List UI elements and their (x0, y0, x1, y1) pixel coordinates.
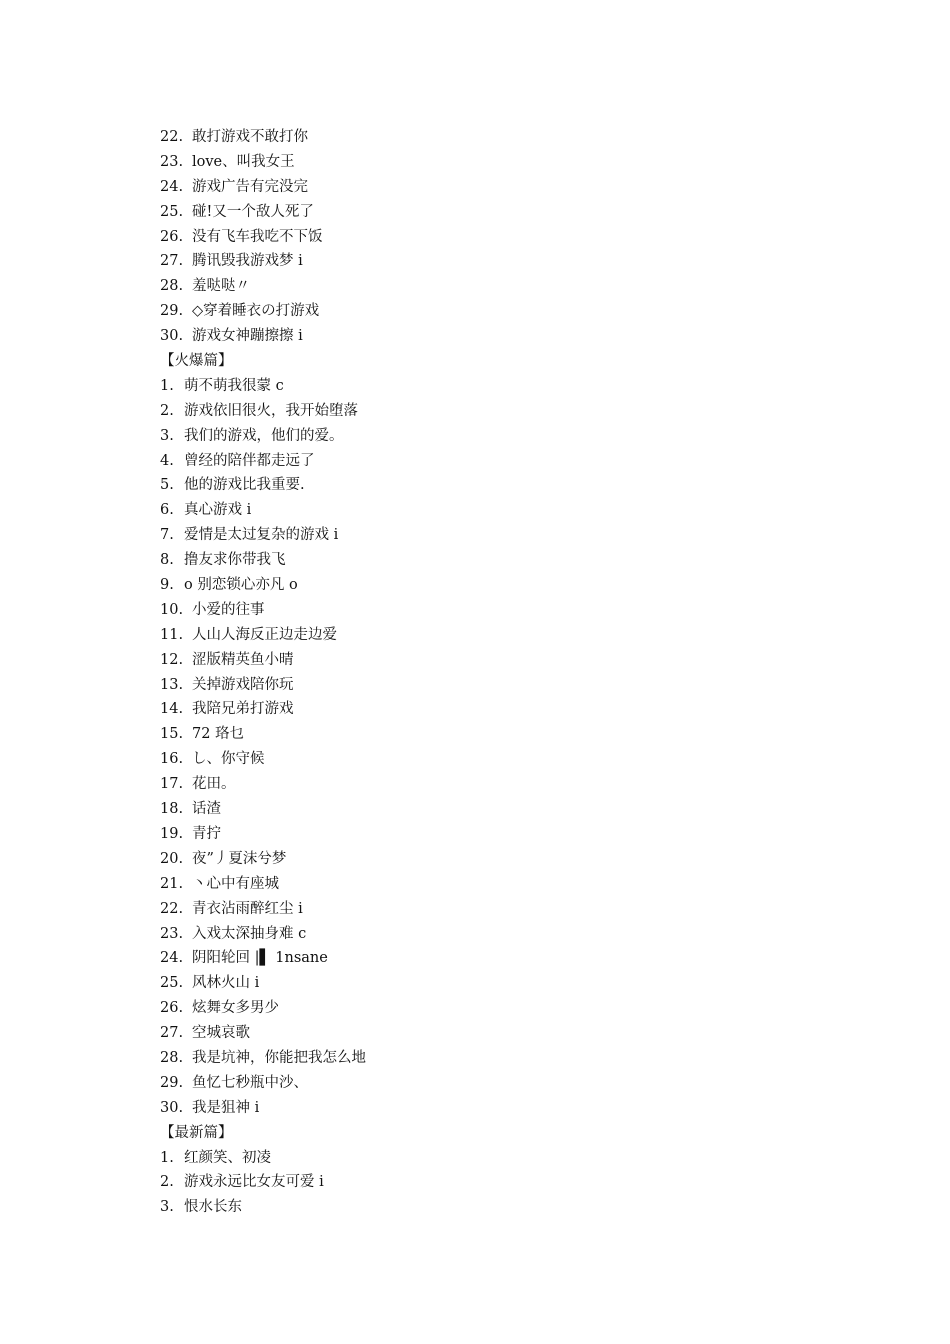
list-item-number: 17. (160, 776, 184, 793)
list-item-text: 入戏太深抽身难 c (192, 925, 307, 942)
list-item (160, 946, 860, 971)
list-item-number: 4. (160, 452, 174, 469)
list-item (160, 872, 860, 897)
list-item (160, 1021, 860, 1046)
list-item-number: 24. (160, 178, 184, 195)
list-item (160, 200, 860, 225)
list-item-text: 话渣 (192, 801, 221, 818)
list-item (160, 473, 860, 498)
list-item-number: 24. (160, 950, 184, 967)
list-item-text: 游戏女神蹦擦擦 i (192, 328, 303, 345)
list-item-number: 27. (160, 253, 184, 270)
list-item-text: 青衣沾雨醉红尘 i (192, 900, 303, 917)
list-item-text: 青拧 (192, 825, 221, 842)
list-item (160, 399, 860, 424)
list-item (160, 847, 860, 872)
list-continued (160, 125, 860, 349)
list-item (160, 1146, 860, 1171)
list-item (160, 897, 860, 922)
list-item (160, 598, 860, 623)
list-item-number: 22. (160, 129, 184, 145)
list-new (160, 1146, 860, 1221)
list-item-text: 丶心中有座城 (192, 875, 279, 892)
list-item (160, 1071, 860, 1096)
list-item (160, 449, 860, 474)
list-item-text: 没有飞车我吃不下饭 (192, 228, 323, 245)
list-item-number: 23. (160, 153, 184, 170)
list-item-text: 真心游戏 i (184, 502, 252, 519)
list-item-number: 21. (160, 875, 184, 892)
list-item-number: 25. (160, 975, 184, 992)
list-item-text: 游戏永远比女友可爱 i (184, 1174, 324, 1191)
list-item-text: 空城哀歌 (192, 1025, 250, 1042)
list-item-text: 恨水长东 (184, 1199, 242, 1216)
list-item-text: 游戏依旧很火，我开始堕落 (184, 402, 358, 419)
list-item-number: 18. (160, 801, 184, 818)
list-item (160, 274, 860, 299)
list-item (160, 1096, 860, 1121)
list-item (160, 822, 860, 847)
list-item-number: 6. (160, 502, 174, 519)
list-item (160, 548, 860, 573)
list-item-number: 19. (160, 825, 184, 842)
list-item-number: 23. (160, 925, 184, 942)
list-item-number: 3. (160, 427, 174, 444)
list-item-text: 他的游戏比我重要. (184, 477, 305, 494)
list-item-number: 30. (160, 1099, 184, 1116)
list-hot (160, 374, 860, 1121)
list-item-number: 13. (160, 676, 184, 693)
list-item-text: 撸友求你带我飞 (184, 552, 286, 569)
list-item-text: 72 珞乜 (192, 726, 245, 743)
list-item-number: 12. (160, 651, 184, 668)
list-item (160, 697, 860, 722)
list-item (160, 1170, 860, 1195)
section-heading-hot: 【火爆篇】 (160, 353, 233, 370)
list-item (160, 971, 860, 996)
list-item (160, 523, 860, 548)
list-item-text: 阴阳轮回 |▌ 1nsane (192, 950, 328, 967)
list-item-number: 5. (160, 477, 174, 494)
list-item (160, 424, 860, 449)
list-item-number: 26. (160, 228, 184, 245)
list-item-text: 游戏广告有完没完 (192, 178, 308, 195)
list-item-text: 小爱的往事 (192, 601, 265, 618)
list-item-number: 11. (160, 626, 184, 643)
list-item-number: 3. (160, 1199, 174, 1216)
list-item (160, 772, 860, 797)
list-item (160, 573, 860, 598)
list-item-number: 14. (160, 701, 184, 718)
list-item-number: 15. (160, 726, 184, 743)
list-item-text: 涩版精英鱼小晴 (192, 651, 294, 668)
list-item (160, 797, 860, 822)
list-item (160, 374, 860, 399)
list-item-number: 22. (160, 900, 184, 917)
list-item-number: 30. (160, 328, 184, 345)
list-item (160, 249, 860, 274)
list-item-number: 27. (160, 1025, 184, 1042)
list-item-text: 萌不萌我很蒙 c (184, 377, 284, 394)
list-item-text: ◇穿着睡衣の打游戏 (192, 303, 320, 320)
list-item (160, 722, 860, 747)
list-item-text: 敢打游戏不敢打你 (192, 129, 308, 145)
list-item (160, 673, 860, 698)
list-item-number: 8. (160, 552, 174, 569)
list-item (160, 1046, 860, 1071)
list-item-number: 29. (160, 1074, 184, 1091)
list-item-number: 28. (160, 278, 184, 295)
section-heading-new: 【最新篇】 (160, 1124, 233, 1141)
list-item-number: 28. (160, 1049, 184, 1066)
list-item-text: 羞哒哒〃 (192, 278, 250, 295)
list-item-text: 鱼忆七秒瓶中沙、 (192, 1074, 308, 1091)
list-item (160, 125, 860, 150)
list-item-number: 29. (160, 303, 184, 320)
list-item (160, 150, 860, 175)
list-item-number: 20. (160, 850, 184, 867)
list-item (160, 175, 860, 200)
list-item-text: 我们的游戏，他们的爱。 (184, 427, 344, 444)
list-item-number: 10. (160, 601, 184, 618)
list-item-text: love、叫我女王 (192, 153, 295, 170)
list-item-number: 2. (160, 402, 174, 419)
list-item-text: 我是坑神，你能把我怎么地 (192, 1049, 366, 1066)
list-item-text: 关掉游戏陪你玩 (192, 676, 294, 693)
list-item (160, 225, 860, 250)
list-item (160, 623, 860, 648)
list-item-text: し、你守候 (192, 751, 265, 768)
list-item-text: 曾经的陪伴都走远了 (184, 452, 315, 469)
list-item-text: 花田。 (192, 776, 236, 793)
list-item-text: 碰!又一个敌人死了 (192, 203, 314, 220)
list-item (160, 922, 860, 947)
list-item (160, 498, 860, 523)
list-item-number: 7. (160, 527, 174, 544)
list-item-text: 人山人海反正边走边爱 (192, 626, 337, 643)
list-item-number: 16. (160, 751, 184, 768)
list-item-number: 25. (160, 203, 184, 220)
list-item-text: 炫舞女多男少 (192, 1000, 279, 1017)
list-item (160, 1195, 860, 1220)
list-item-number: 1. (160, 377, 174, 394)
list-item-text: 我是狙神 i (192, 1099, 260, 1116)
list-item-number: 9. (160, 577, 174, 594)
list-item (160, 324, 860, 349)
list-item (160, 648, 860, 673)
list-item-text: 夜”丿夏沫兮梦 (192, 850, 287, 867)
list-item-text: 腾讯毁我游戏梦 i (192, 253, 303, 270)
list-item (160, 299, 860, 324)
document-page (160, 125, 860, 1220)
list-item-text: 风林火山 i (192, 975, 260, 992)
list-item-text: 我陪兄弟打游戏 (192, 701, 294, 718)
list-item-number: 26. (160, 1000, 184, 1017)
list-item-number: 2. (160, 1174, 174, 1191)
list-item-text: o 别恋锁心亦凡 o (184, 577, 298, 594)
list-item-text: 红颜笑、初凌 (184, 1149, 271, 1166)
list-item (160, 996, 860, 1021)
list-item-number: 1. (160, 1149, 174, 1166)
list-item-text: 爱情是太过复杂的游戏 i (184, 527, 339, 544)
list-item (160, 747, 860, 772)
